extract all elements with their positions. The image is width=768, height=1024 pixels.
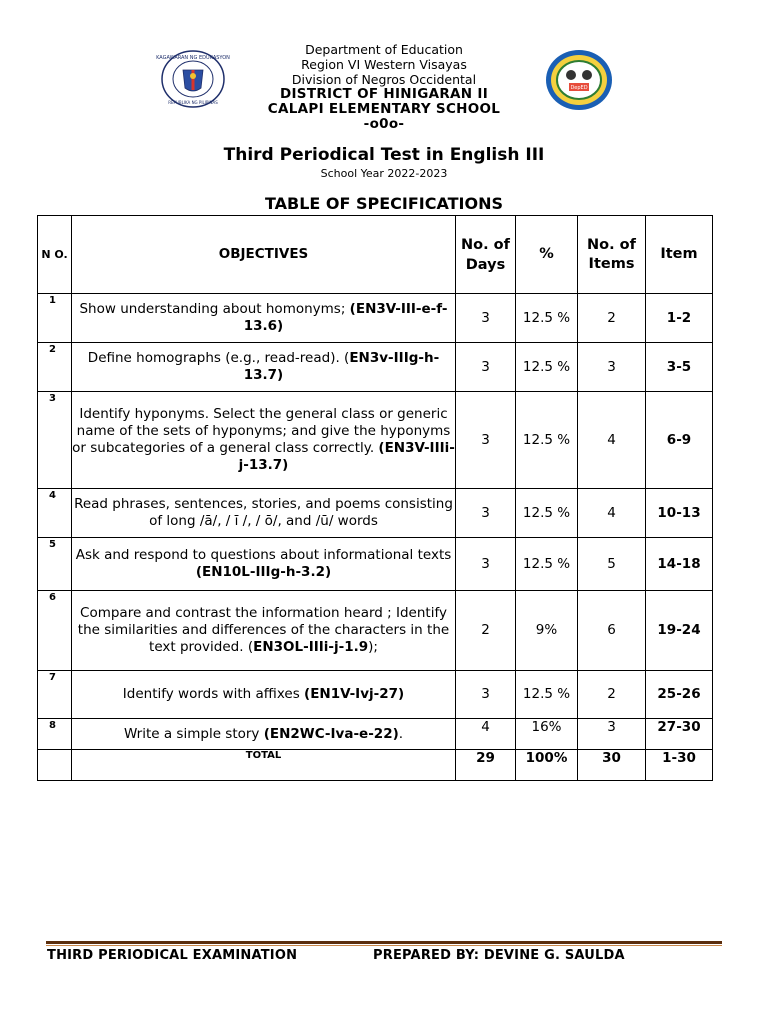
header-objectives: OBJECTIVES (72, 216, 456, 294)
percent-cell: 12.5 % (516, 538, 578, 591)
items-count-cell: 3 (578, 719, 646, 750)
objective-text: Compare and contrast the information heard ; Identify the similarities and differences of the characters in the text provided. ( (77, 605, 450, 655)
objective-code: EN3v-IIIg-h-13.7) (243, 350, 440, 383)
header-items: No. of Items (578, 216, 646, 294)
item-range-cell: 27-30 (646, 719, 713, 750)
row-number: 4 (49, 490, 56, 501)
items-count-cell: 4 (578, 489, 646, 538)
table-row (38, 719, 713, 750)
row-number: 1 (49, 295, 56, 306)
test-title: Third Periodical Test in English III (223, 145, 545, 165)
row-number-cell (38, 489, 72, 538)
school-year: School Year 2022-2023 (320, 167, 448, 180)
objective-code: (EN2WC-Iva-e-22) (263, 725, 399, 742)
objective-suffix: . (398, 725, 404, 742)
header-no-label: N O. (41, 247, 68, 261)
percent-cell: 12.5 % (516, 343, 578, 392)
days-cell: 3 (456, 294, 516, 343)
objective-cell (72, 343, 456, 392)
row-number: 3 (49, 393, 56, 404)
objective-code: (EN1V-Ivj-27) (304, 686, 405, 702)
objective-cell (72, 489, 456, 538)
total-percent: 100% (516, 750, 578, 781)
objective-text: Ask and respond to questions about informational texts (75, 547, 452, 563)
letterhead-line-3: Division of Negros Occidental (291, 72, 477, 87)
footer-rule-thin (46, 945, 722, 946)
table-row (38, 538, 713, 591)
row-number-cell (38, 392, 72, 489)
total-label: TOTAL (72, 750, 456, 781)
letterhead (0, 42, 768, 132)
footer-rule-thick (46, 941, 722, 944)
objective-text: Define homographs (e.g., read-read). ( (87, 350, 350, 366)
letterhead-line-2: Region VI Western Visayas (301, 57, 467, 72)
objective-text: Identify words with affixes (122, 686, 305, 702)
item-range-cell: 10-13 (646, 489, 713, 538)
item-range-cell: 14-18 (646, 538, 713, 591)
days-cell: 3 (456, 343, 516, 392)
total-days: 29 (456, 750, 516, 781)
footer-prepared-by: PREPARED BY: DEVINE G. SAULDA (373, 948, 625, 963)
table-row (38, 294, 713, 343)
specifications-table (37, 215, 713, 781)
objective-cell (72, 392, 456, 489)
svg-text:KAGAWARAN NG EDUKASYON: KAGAWARAN NG EDUKASYON (156, 55, 230, 61)
objective-code: (EN3V-IIIi-j-13.7) (238, 440, 455, 473)
row-number-cell (38, 591, 72, 671)
items-count-cell: 5 (578, 538, 646, 591)
objective-suffix: ); (368, 639, 378, 655)
item-range-cell: 25-26 (646, 671, 713, 719)
objective-code: (EN3V-III-e-f-13.6) (243, 301, 448, 334)
item-range-cell: 19-24 (646, 591, 713, 671)
header-no (38, 216, 72, 294)
school-name: CALAPI ELEMENTARY SCHOOL (267, 101, 501, 117)
objective-text: Show understanding about homonyms; (79, 301, 350, 317)
percent-cell: 9% (516, 591, 578, 671)
row-number: 8 (49, 720, 56, 731)
item-range-cell: 1-2 (646, 294, 713, 343)
items-count-cell: 4 (578, 392, 646, 489)
percent-cell: 12.5 % (516, 392, 578, 489)
table-row (38, 671, 713, 719)
percent-cell: 16% (516, 719, 578, 750)
objective-text: Write a simple story (123, 725, 264, 742)
footer-exam-label: THIRD PERIODICAL EXAMINATION (47, 948, 298, 963)
objective-cell (72, 671, 456, 719)
days-cell: 2 (456, 591, 516, 671)
days-cell: 3 (456, 392, 516, 489)
objective-code: (EN10L-IIIg-h-3.2) (195, 564, 332, 580)
days-cell: 3 (456, 489, 516, 538)
objective-cell (72, 538, 456, 591)
table-header-row (38, 216, 713, 294)
table-row (38, 343, 713, 392)
district-name: DISTRICT OF HINIGARAN II (279, 86, 489, 102)
item-range-cell: 3-5 (646, 343, 713, 392)
percent-cell: 12.5 % (516, 671, 578, 719)
table-row (38, 489, 713, 538)
objective-text: Identify hyponyms. Select the general class or generic name of the sets of hyponyms; and give the hyponyms or subcategories of a general class correctly. (72, 406, 451, 456)
total-number-cell (38, 750, 72, 781)
table-row (38, 591, 713, 671)
item-range-cell: 6-9 (646, 392, 713, 489)
header-item: Item (646, 216, 713, 294)
total-row (38, 750, 713, 781)
letterhead-line-1: Department of Education (305, 42, 463, 57)
total-item-range: 1-30 (646, 750, 713, 781)
svg-text:REPUBLIKA NG PILIPINAS: REPUBLIKA NG PILIPINAS (168, 100, 218, 105)
row-number-cell (38, 719, 72, 750)
row-number-cell (38, 538, 72, 591)
objective-code: EN3OL-IIIi-j-1.9 (253, 639, 369, 655)
table-row (38, 392, 713, 489)
header-days: No. of Days (456, 216, 516, 294)
items-count-cell: 2 (578, 671, 646, 719)
row-number: 7 (49, 672, 56, 683)
table-title: TABLE OF SPECIFICATIONS (264, 194, 504, 213)
header-separator: -o0o- (363, 116, 405, 132)
header-percent: % (516, 216, 578, 294)
objective-cell (72, 719, 456, 750)
row-number: 5 (49, 539, 56, 550)
items-count-cell: 6 (578, 591, 646, 671)
total-items: 30 (578, 750, 646, 781)
row-number-cell (38, 294, 72, 343)
percent-cell: 12.5 % (516, 294, 578, 343)
days-cell: 3 (456, 671, 516, 719)
items-count-cell: 3 (578, 343, 646, 392)
items-count-cell: 2 (578, 294, 646, 343)
objective-text: Read phrases, sentences, stories, and poems consisting of long /ā/, / ī /, / ō/, and /ū/ words (74, 496, 453, 529)
row-number-cell (38, 671, 72, 719)
row-number: 6 (49, 592, 56, 603)
objective-cell (72, 591, 456, 671)
days-cell: 4 (456, 719, 516, 750)
row-number: 2 (49, 344, 56, 355)
svg-text:DepED: DepED (570, 85, 588, 91)
row-number-cell (38, 343, 72, 392)
percent-cell: 12.5 % (516, 489, 578, 538)
objective-cell (72, 294, 456, 343)
days-cell: 3 (456, 538, 516, 591)
